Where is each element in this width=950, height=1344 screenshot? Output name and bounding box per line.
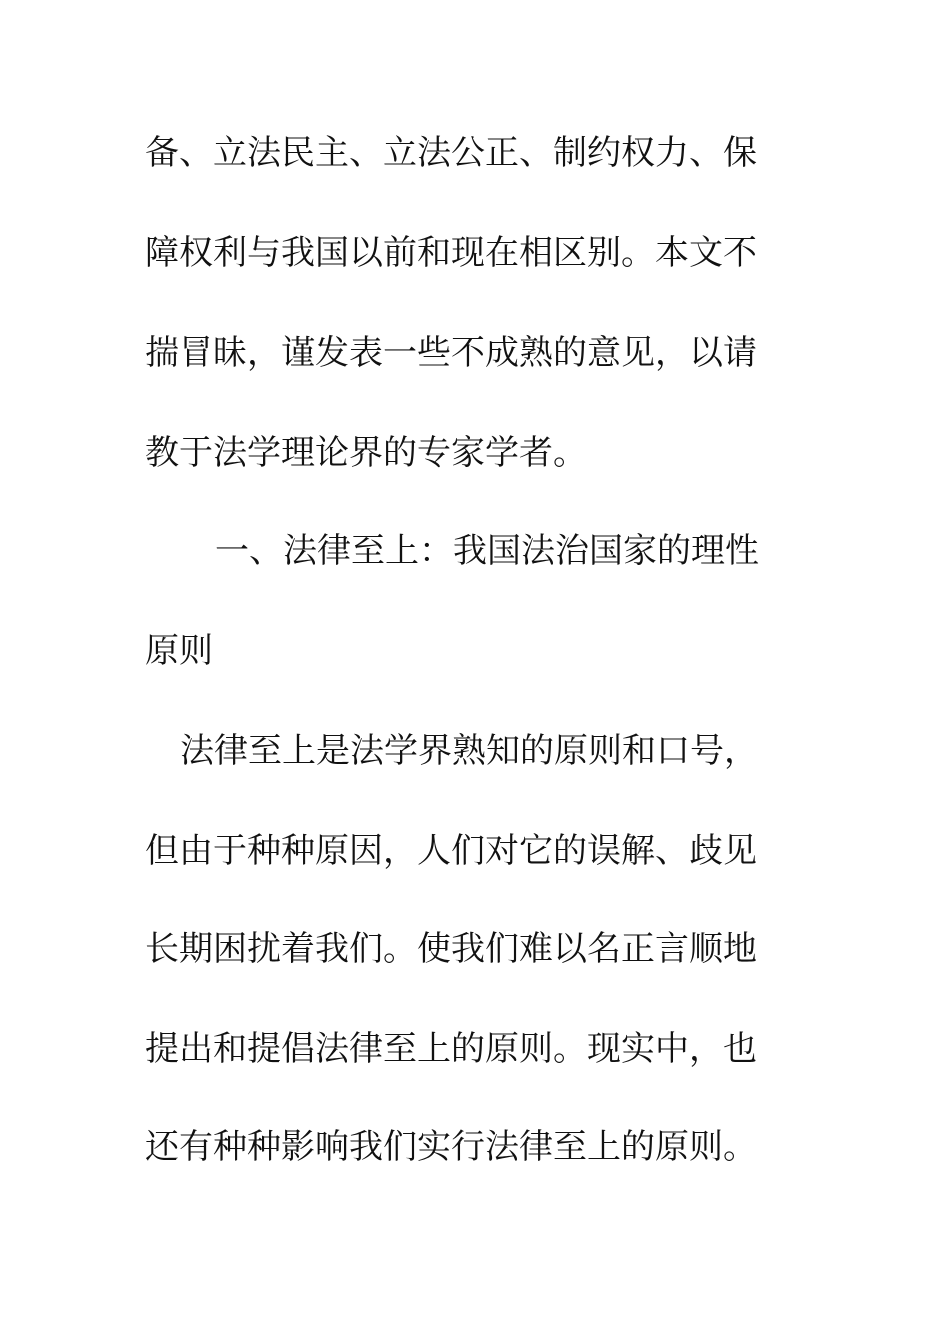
paragraph-line: 提出和提倡法律至上的原则。现实中，也	[145, 1029, 757, 1069]
paragraph-line: 障权利与我国以前和现在相区别。本文不	[145, 233, 757, 273]
paragraph-line: 法律至上是法学界熟知的原则和口号，	[180, 731, 758, 771]
paragraph-line: 但由于种种原因，人们对它的误解、歧见	[145, 831, 757, 871]
section-heading: 一、法律至上：我国法治国家的理性	[215, 531, 759, 571]
section-heading-continued: 原则	[145, 631, 213, 671]
paragraph-line: 还有种种影响我们实行法律至上的原则。	[145, 1127, 757, 1167]
paragraph-line: 教于法学理论界的专家学者。	[145, 433, 587, 473]
paragraph-line: 备、立法民主、立法公正、制约权力、保	[145, 133, 757, 173]
paragraph-line: 长期困扰着我们。使我们难以名正言顺地	[145, 929, 757, 969]
paragraph-line: 揣冒昧，谨发表一些不成熟的意见，以请	[145, 333, 757, 373]
